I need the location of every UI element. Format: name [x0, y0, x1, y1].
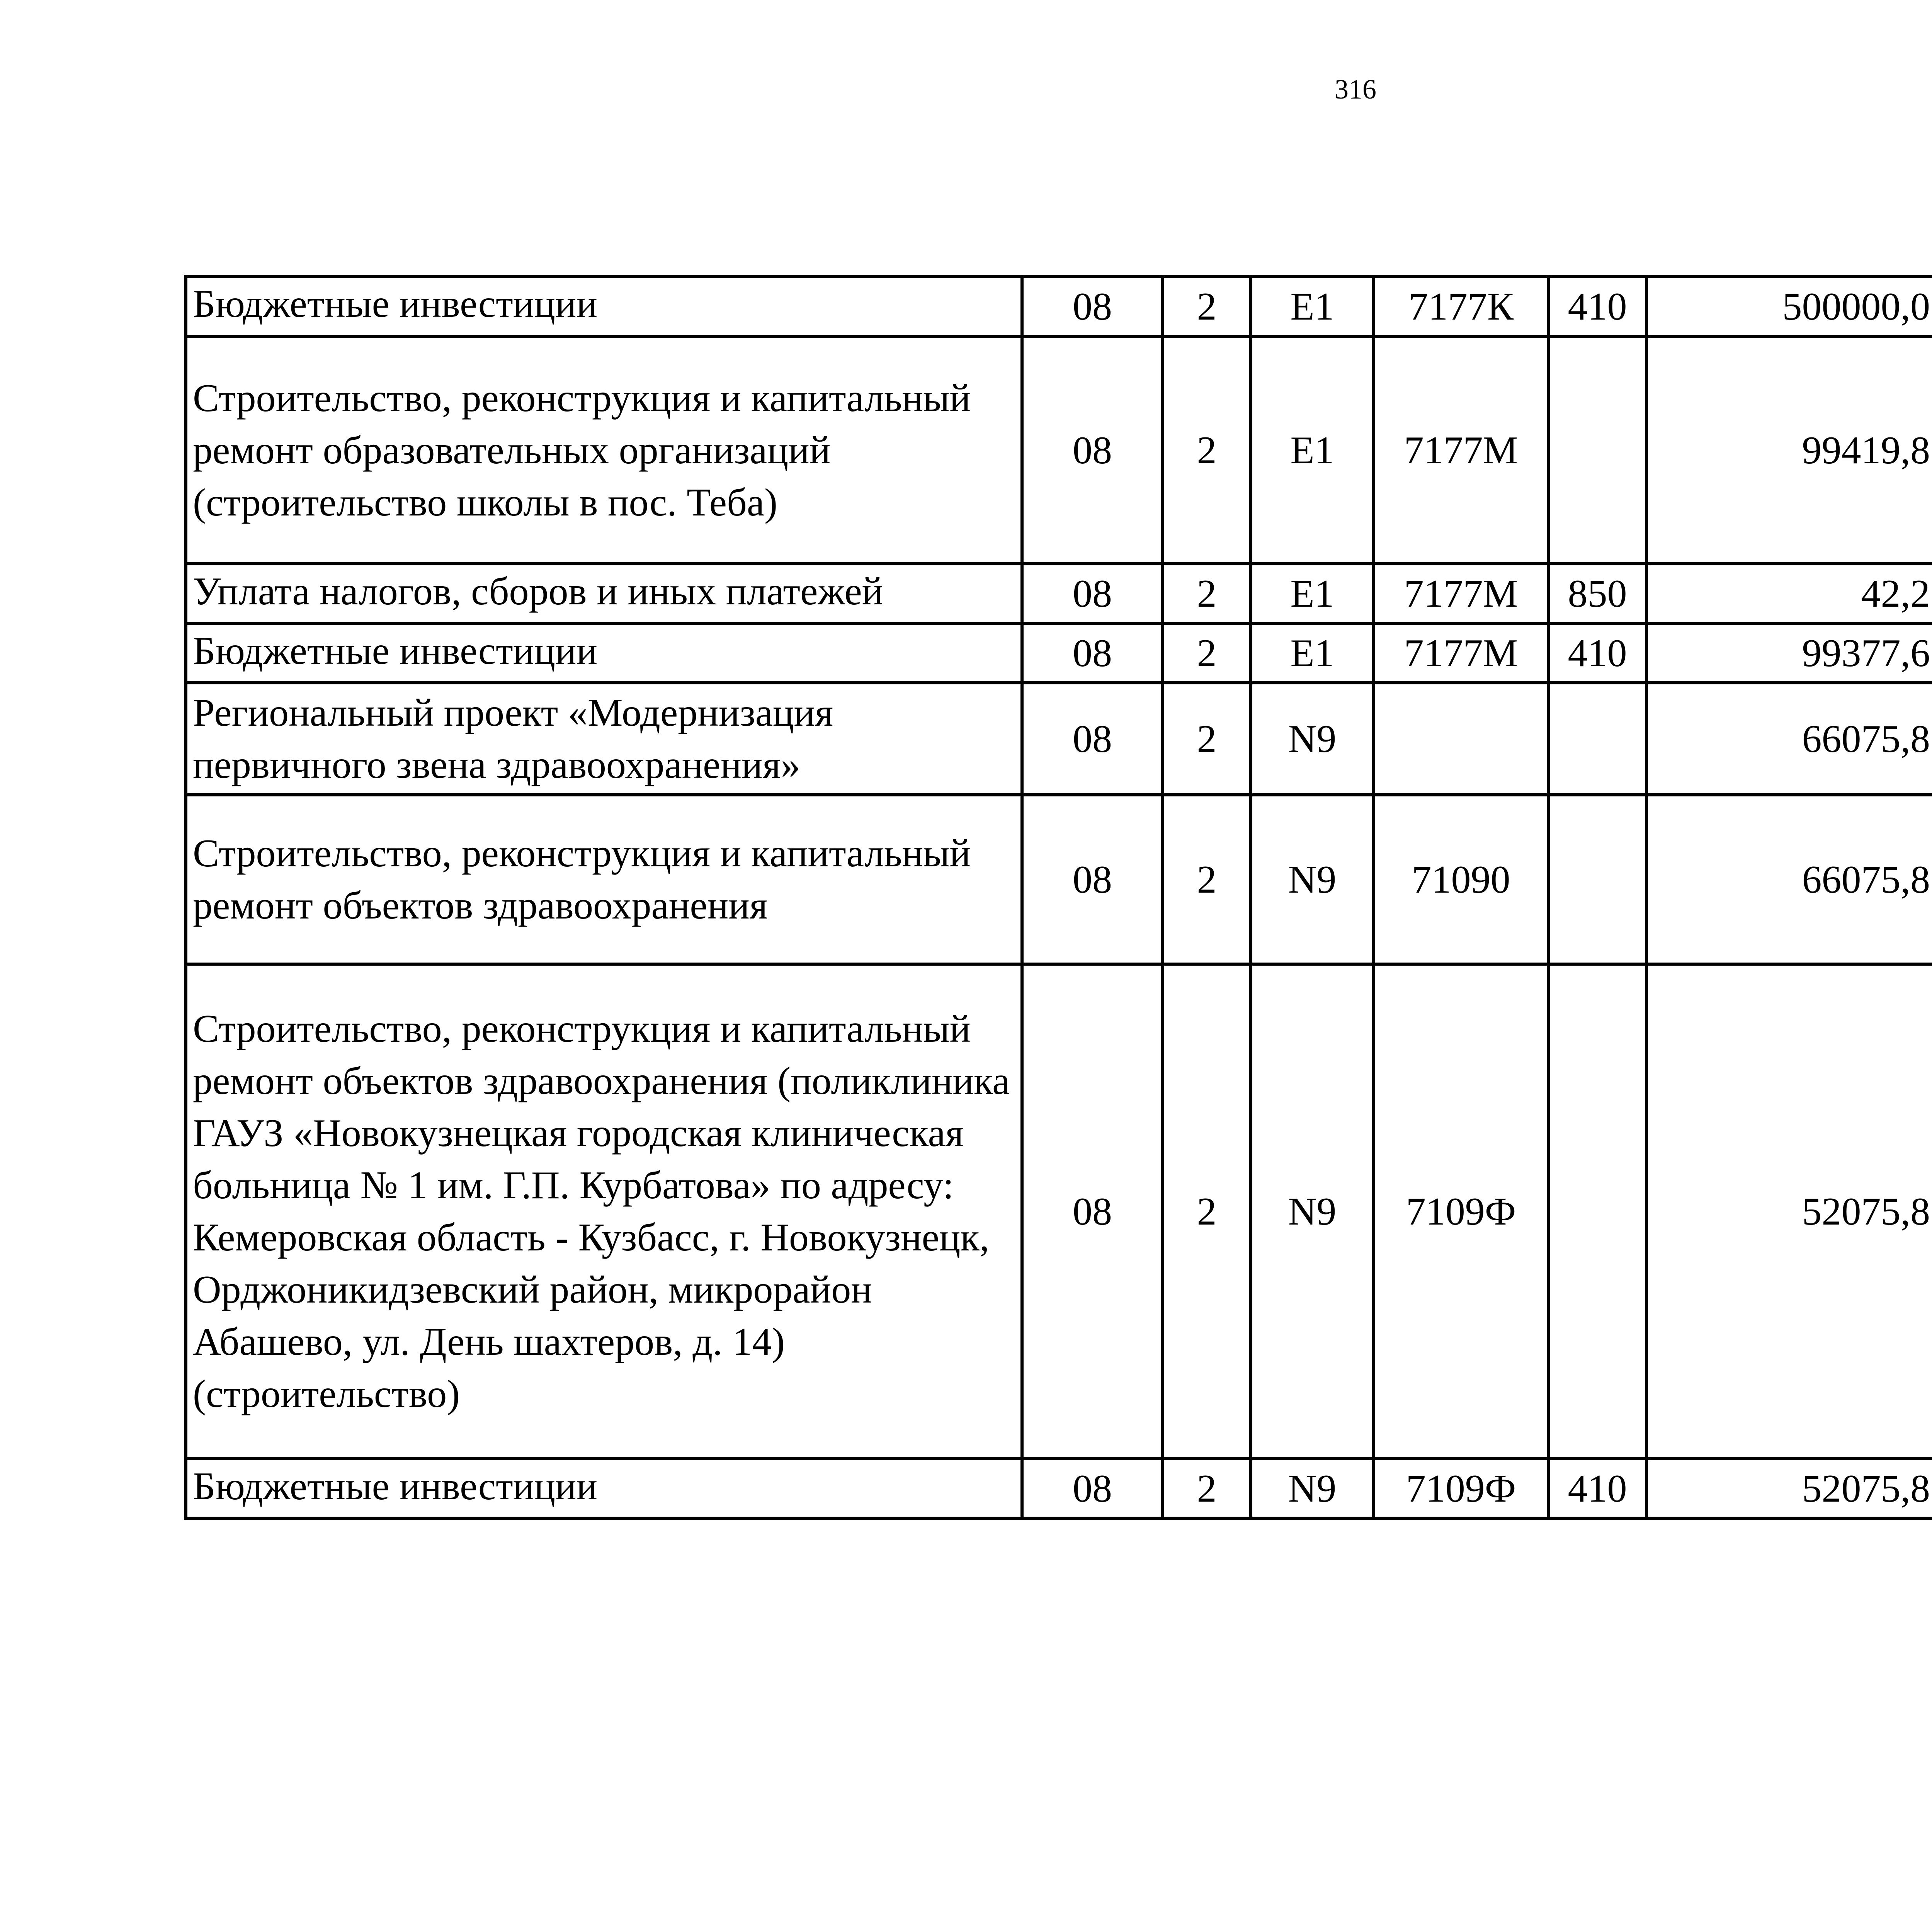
project-code: E1: [1251, 337, 1374, 564]
table-row: [186, 276, 1932, 337]
section-code: 08: [1022, 623, 1163, 683]
budget-table: [184, 275, 1932, 1520]
project-code: N9: [1251, 1459, 1374, 1518]
subsection-code: 2: [1163, 564, 1251, 623]
row-name: Бюджетные инвестиции: [186, 1459, 1022, 1518]
expense-code: [1374, 683, 1548, 795]
amount-1: 52075,8: [1646, 1459, 1932, 1518]
amount-1: 52075,8: [1646, 964, 1932, 1459]
table-row: [186, 795, 1932, 964]
section-code: 08: [1022, 1459, 1163, 1518]
amount-1: 42,2: [1646, 564, 1932, 623]
subsection-code: 2: [1163, 683, 1251, 795]
expense-code: 71090: [1374, 795, 1548, 964]
row-name: Строительство, реконструкция и капитальный ремонт объектов здравоохранения: [186, 795, 1022, 964]
section-code: 08: [1022, 683, 1163, 795]
expense-type-code: [1548, 683, 1646, 795]
section-code: 08: [1022, 276, 1163, 337]
expense-code: 7109Ф: [1374, 964, 1548, 1459]
section-code: 08: [1022, 564, 1163, 623]
section-code: 08: [1022, 337, 1163, 564]
amount-1: 99377,6: [1646, 623, 1932, 683]
row-name: Бюджетные инвестиции: [186, 623, 1022, 683]
subsection-code: 2: [1163, 1459, 1251, 1518]
expense-code: 7109Ф: [1374, 1459, 1548, 1518]
expense-code: 7177К: [1374, 276, 1548, 337]
expense-code: 7177М: [1374, 623, 1548, 683]
table-row: [186, 564, 1932, 623]
amount-1: 66075,8: [1646, 795, 1932, 964]
row-name: Уплата налогов, сборов и иных платежей: [186, 564, 1022, 623]
page-number: 316: [1335, 74, 1376, 105]
subsection-code: 2: [1163, 276, 1251, 337]
expense-code: 7177М: [1374, 564, 1548, 623]
subsection-code: 2: [1163, 964, 1251, 1459]
subsection-code: 2: [1163, 795, 1251, 964]
amount-1: 66075,8: [1646, 683, 1932, 795]
project-code: E1: [1251, 623, 1374, 683]
row-name: Строительство, реконструкция и капитальный ремонт образовательных организаций (строительство школы в пос. Теба): [186, 337, 1022, 564]
table-row: [186, 337, 1932, 564]
row-name: Бюджетные инвестиции: [186, 276, 1022, 337]
expense-type-code: 410: [1548, 276, 1646, 337]
table-row: [186, 623, 1932, 683]
expense-type-code: [1548, 337, 1646, 564]
expense-type-code: 410: [1548, 1459, 1646, 1518]
row-name: Строительство, реконструкция и капитальный ремонт объектов здравоохранения (поликлиника ГАУЗ «Новокузнецкая городская клиническая больница № 1 им. Г.П. Курбатова» по адресу: Кемеровская область - Кузбасс, г. Новокузнецк, Орджоникидзевский район, микрорайон Абашево, ул. День шахтеров, д. 14) (строительство): [186, 964, 1022, 1459]
expense-type-code: [1548, 964, 1646, 1459]
subsection-code: 2: [1163, 337, 1251, 564]
expense-type-code: [1548, 795, 1646, 964]
row-name: Региональный проект «Модернизация первичного звена здравоохранения»: [186, 683, 1022, 795]
project-code: E1: [1251, 564, 1374, 623]
expense-type-code: 410: [1548, 623, 1646, 683]
section-code: 08: [1022, 964, 1163, 1459]
subsection-code: 2: [1163, 623, 1251, 683]
section-code: 08: [1022, 795, 1163, 964]
project-code: N9: [1251, 683, 1374, 795]
expense-code: 7177М: [1374, 337, 1548, 564]
amount-1: 99419,8: [1646, 337, 1932, 564]
project-code: E1: [1251, 276, 1374, 337]
project-code: N9: [1251, 964, 1374, 1459]
table-row: [186, 683, 1932, 795]
amount-1: 500000,0: [1646, 276, 1932, 337]
table-row: [186, 964, 1932, 1459]
table-row: [186, 1459, 1932, 1518]
expense-type-code: 850: [1548, 564, 1646, 623]
project-code: N9: [1251, 795, 1374, 964]
